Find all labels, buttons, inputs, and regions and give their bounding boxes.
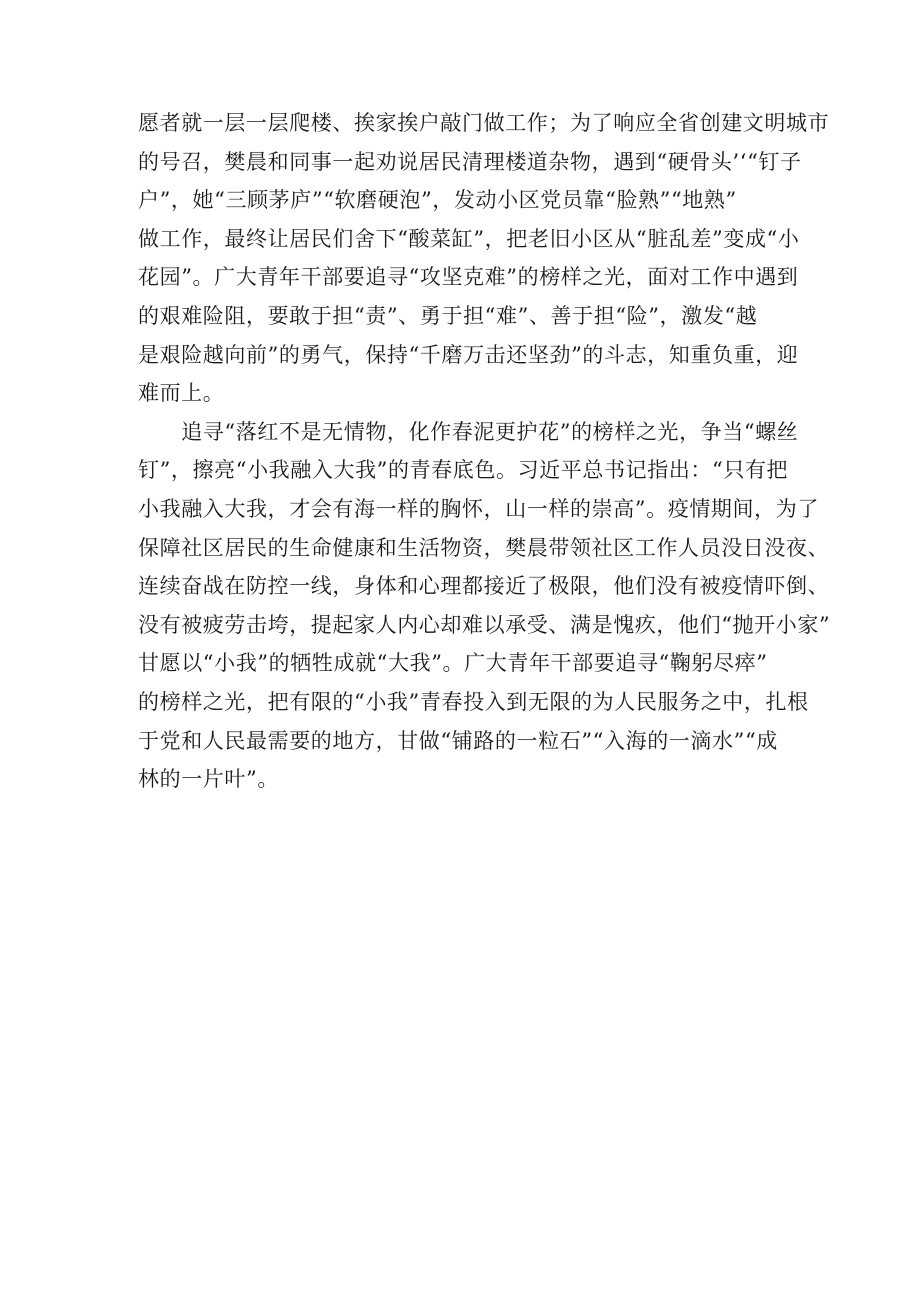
- text-line: 的榜样之光，把有限的“小我”青春投入到无限的为人民服务之中，扎根: [138, 689, 809, 714]
- text-line: 保障社区居民的生命健康和生活物资，樊晨带领社区工作人员没日没夜、: [138, 535, 830, 560]
- text-line: 钉”，擦亮“小我融入大我”的青春底色。习近平总书记指出：“只有把: [138, 458, 789, 483]
- text-line: 难而上。: [138, 381, 225, 406]
- paragraph-1: [138, 104, 830, 413]
- text-line: 愿者就一层一层爬楼、挨家挨户敲门做工作；为了响应全省创建文明城市: [138, 111, 830, 135]
- text-line: 甘愿以“小我”的牺牲成就“大我”。广大青年干部要追寻“鞠躬尽瘁”: [138, 651, 768, 676]
- text-line: 做工作，最终让居民们舍下“酸菜缸”，把老旧小区从“脏乱差”变成“小: [138, 226, 800, 251]
- document-body: [138, 104, 831, 799]
- text-line: 的号召，樊晨和同事一起劝说居民清理楼道杂物，遇到“硬骨头’‘“钉子: [138, 149, 802, 174]
- text-line: 的艰难险阻，要敢于担“责”、勇于担“难”、善于担“险”，激发“越: [138, 303, 758, 328]
- text-line: 林的一片叶”。: [138, 767, 279, 792]
- text-line: 户”，她“三顾茅庐”“软磨硬泡”，发动小区党员靠“脸熟”“地熟”: [138, 188, 737, 213]
- paragraph-2: [138, 413, 831, 799]
- text-line: 小我融入大我，才会有海一样的胸怀，山一样的崇高”。疫情期间，为了: [138, 496, 819, 521]
- text-line: 追寻“落红不是无情物，化作春泥更护花”的榜样之光，争当“螺丝: [138, 419, 799, 444]
- text-line: 是艰险越向前”的勇气，保持“千磨万击还坚劲”的斗志，知重负重，迎: [138, 342, 799, 367]
- text-line: 于党和人民最需要的地方，甘做“铺路的一粒石”“入海的一滴水”“成: [138, 728, 778, 753]
- text-line: 花园”。广大青年干部要追寻“攻坚克难”的榜样之光，面对工作中遇到: [138, 265, 799, 290]
- text-line: 没有被疲劳击垮，提起家人内心却难以承受、满是愧疚，他们“抛开小家”: [138, 612, 831, 637]
- text-line: 连续奋战在防控一线，身体和心理都接近了极限，他们没有被疫情吓倒、: [138, 574, 830, 599]
